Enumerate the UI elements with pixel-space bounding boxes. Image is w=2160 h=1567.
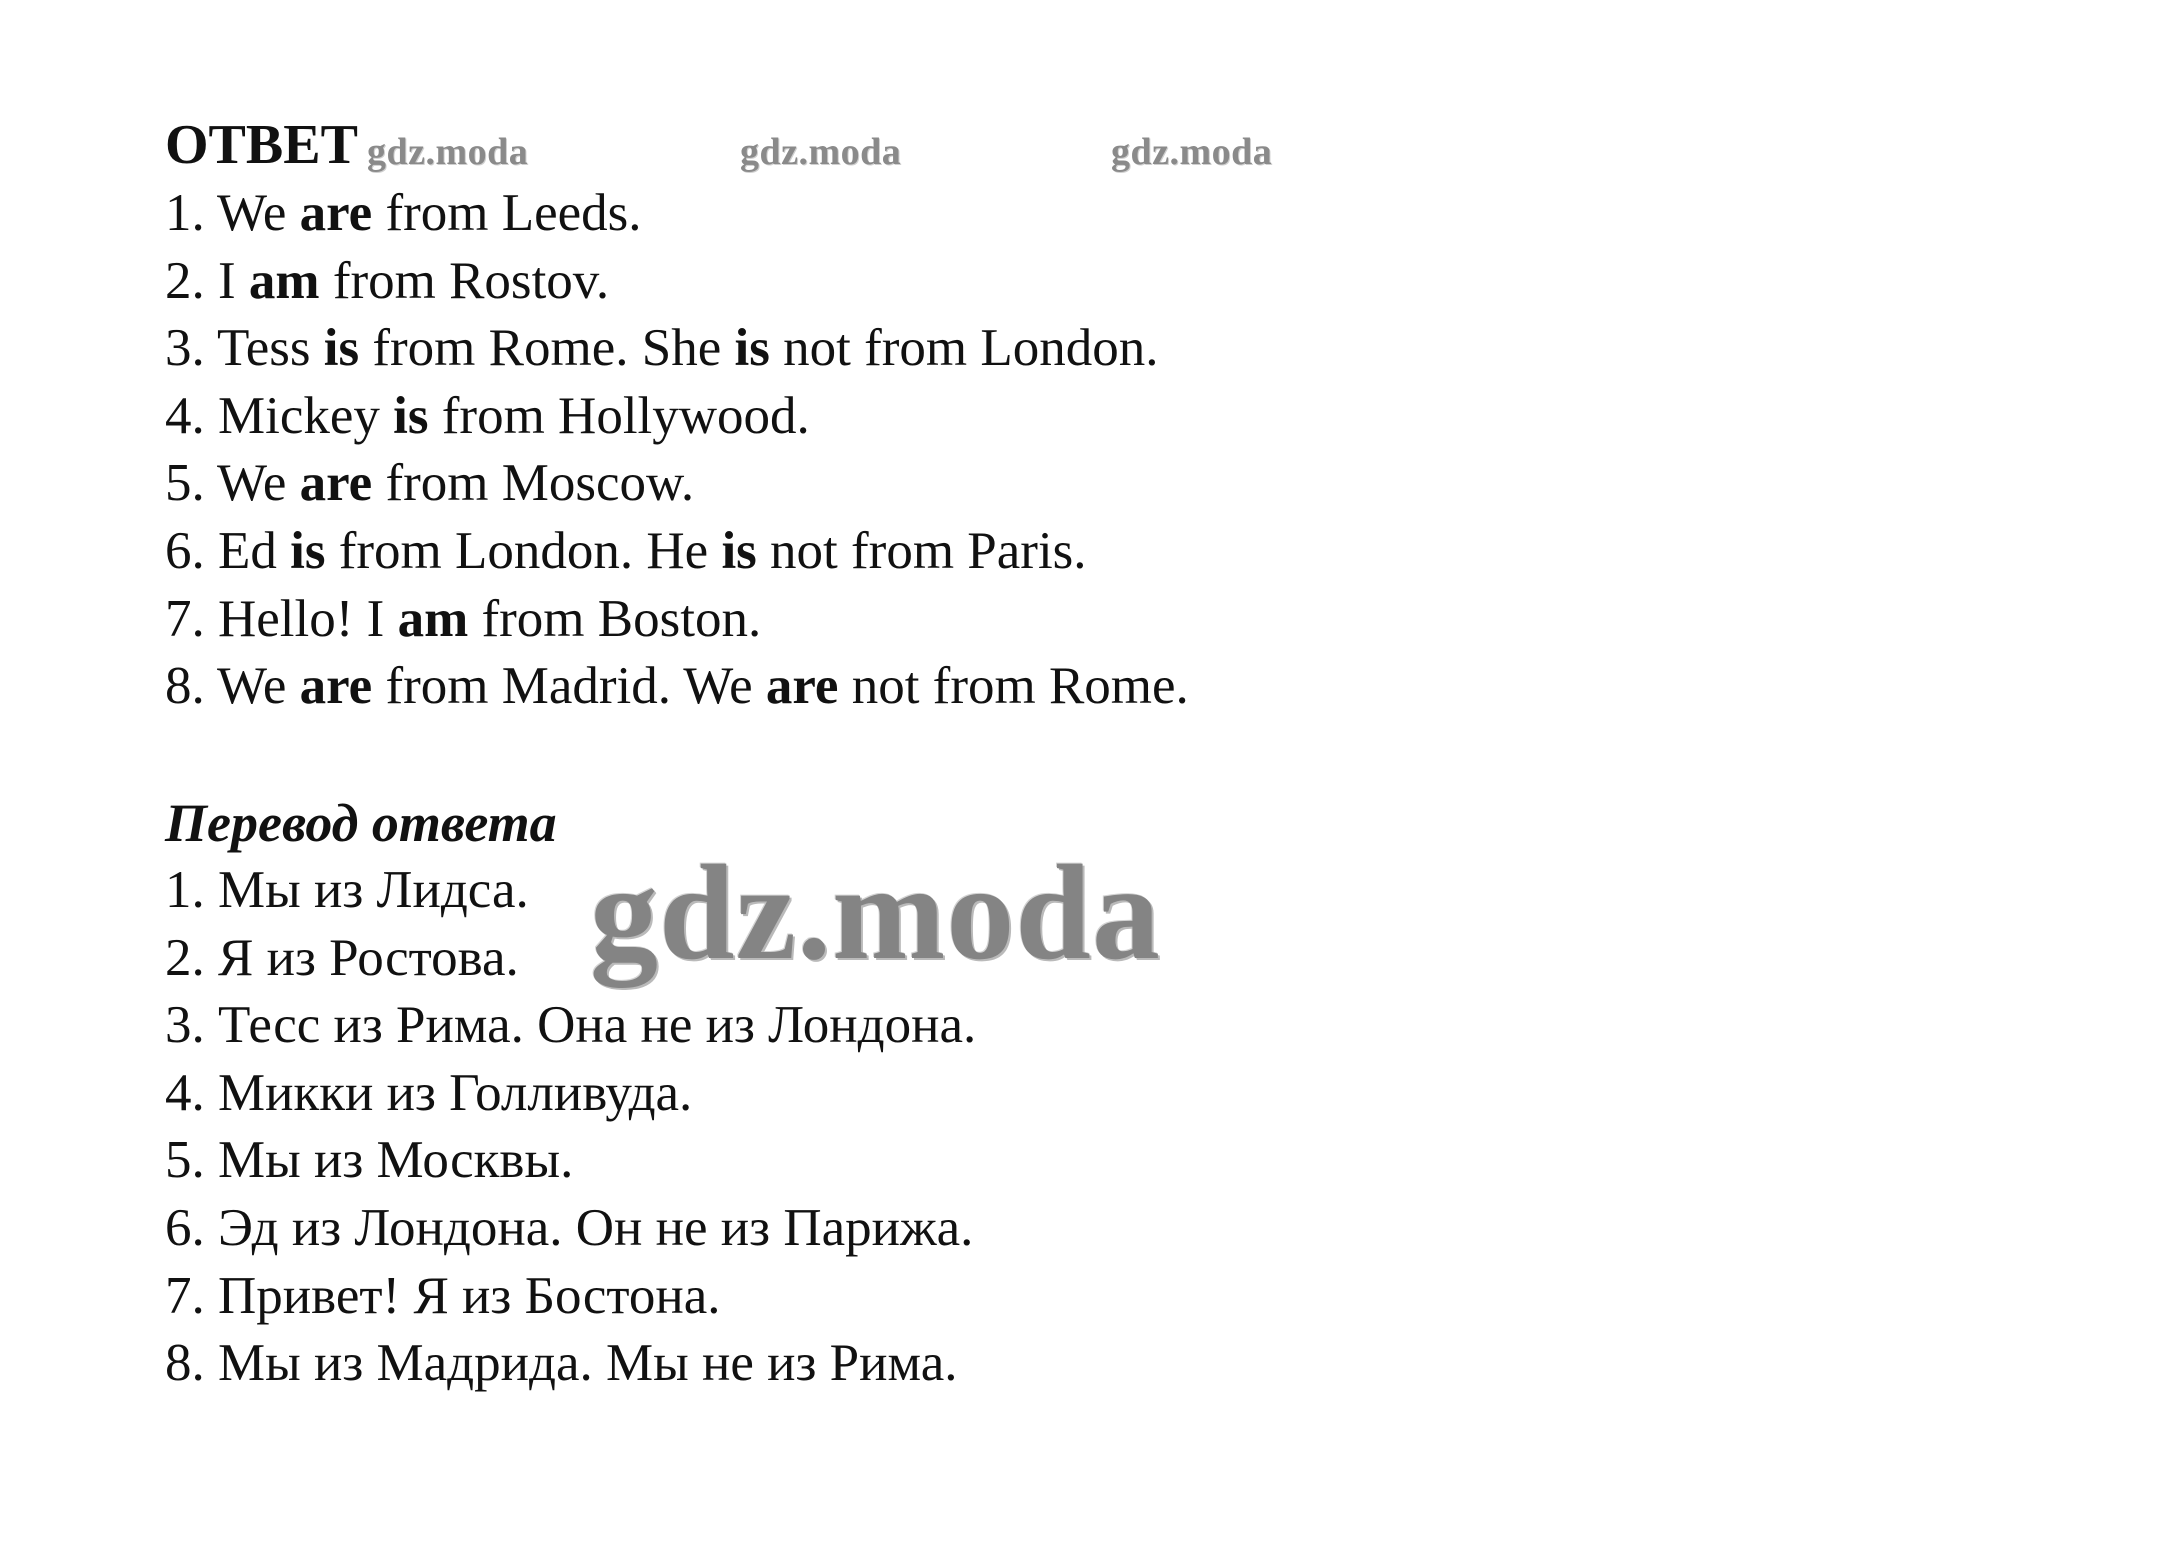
verb-highlight: am <box>397 589 469 648</box>
verb-highlight: is <box>290 521 326 580</box>
verb-highlight: am <box>248 251 320 310</box>
answer-line-8: 8. We are from Madrid. We are not from Rome. <box>165 657 1189 716</box>
translation-line-5: 5. Мы из Москвы. <box>165 1131 574 1190</box>
translation-line-7: 7. Привет! Я из Бостона. <box>165 1266 721 1325</box>
answer-list <box>165 180 1189 721</box>
answer-line-4: 4. Mickey is from Hollywood. <box>165 386 810 445</box>
answer-heading: ОТВЕТ <box>165 114 358 176</box>
watermark-logo: gdz.moda <box>367 131 529 173</box>
verb-highlight: is <box>734 319 770 378</box>
watermark-logo: gdz.moda <box>740 131 902 173</box>
verb-highlight: are <box>765 657 839 716</box>
verb-highlight: are <box>299 657 373 716</box>
answer-line-7: 7. Hello! I am from Boston. <box>165 589 762 648</box>
translation-heading: Перевод ответа <box>165 793 557 853</box>
verb-highlight: are <box>299 454 373 513</box>
translation-line-6: 6. Эд из Лондона. Он не из Парижа. <box>165 1198 974 1257</box>
translation-line-4: 4. Микки из Голливуда. <box>165 1063 693 1122</box>
translation-line-3: 3. Тесс из Рима. Она не из Лондона. <box>165 996 977 1055</box>
watermark-logo-large: gdz.moda <box>590 838 1161 988</box>
verb-highlight: are <box>299 184 373 242</box>
verb-highlight: is <box>721 521 757 580</box>
answer-line-6: 6. Ed is from London. He is not from Paris. <box>165 521 1087 580</box>
answer-line-3: 3. Tess is from Rome. She is not from London. <box>165 319 1159 378</box>
translation-line-2: 2. Я из Ростова. <box>165 928 519 987</box>
answer-line-2: 2. I am from Rostov. <box>165 251 610 310</box>
translation-line-8: 8. Мы из Мадрида. Мы не из Рима. <box>165 1334 958 1393</box>
verb-highlight: is <box>393 386 429 445</box>
answer-line-5: 5. We are from Moscow. <box>165 454 695 513</box>
answer-line-1: 1. We are from Leeds. <box>165 184 642 242</box>
watermark-logo: gdz.moda <box>1111 131 1273 173</box>
translation-line-1: 1. Мы из Лидса. <box>165 861 529 919</box>
verb-highlight: is <box>323 319 360 378</box>
